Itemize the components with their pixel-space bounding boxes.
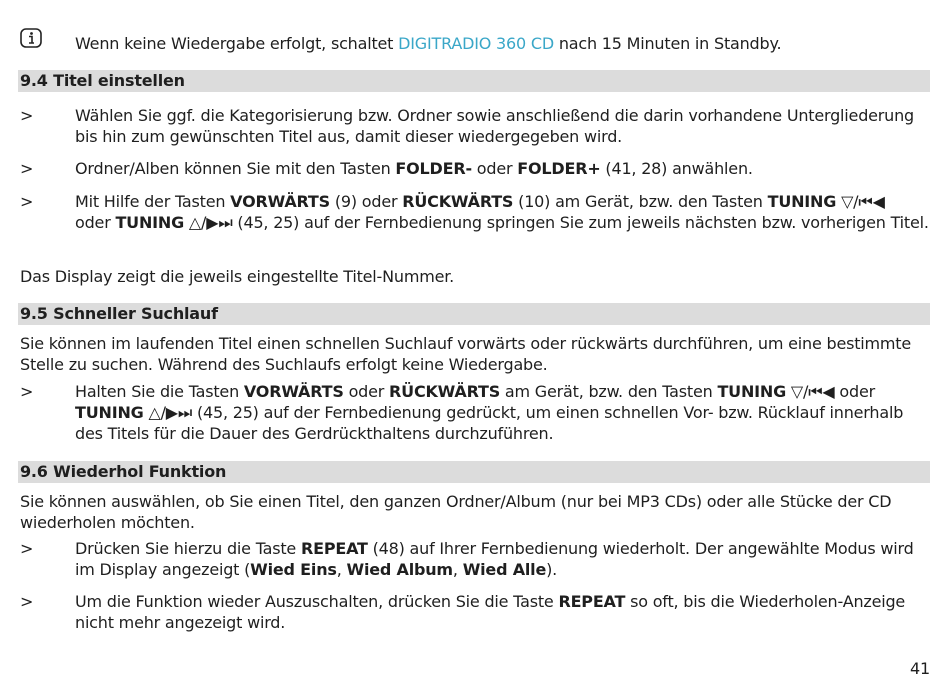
bullet-marker: > [20,382,34,401]
bullet-select-category: Wählen Sie ggf. die Kategorisierung bzw. Ordner sowie anschließend die darin vorhandene Untergliederung bis hin zum gewünschten Titel aus, damit dieser wiedergegeben wird. [75,106,915,146]
section-heading-9-4: 9.4 Titel einstellen [18,70,930,92]
page-number: 41 [910,659,930,678]
bullet-folder-keys: Ordner/Alben können Sie mit den Tasten FOLDER- oder FOLDER+ (41, 28) anwählen. [75,159,753,178]
bullet-marker: > [20,159,34,178]
product-name: DIGITRADIO 360 CD [398,34,554,53]
bullet-skip-keys: Mit Hilfe der Tasten VORWÄRTS (9) oder RÜCKWÄRTS (10) am Gerät, bzw. den Tasten TUNING ▽/⏮◀ oder TUNING △/▶⏭ (45, 25) auf der Fernbedienung springen Sie zum jeweils nächsten bzw. vorherigen Titel. [75,192,929,232]
bullet-repeat-key: Drücken Sie hierzu die Taste REPEAT (48) auf Ihrer Fernbedienung wiederholt. Der angewählte Modus wird im Display angezeigt (Wied Eins, Wied Album, Wied Alle). [75,539,914,579]
bullet-marker: > [20,592,34,611]
section-heading-9-5: 9.5 Schneller Suchlauf [18,303,930,325]
section-heading-9-6: 9.6 Wiederhol Funktion [18,461,930,483]
bullet-search-keys: Halten Sie die Tasten VORWÄRTS oder RÜCKWÄRTS am Gerät, bzw. den Tasten TUNING ▽/⏮◀ oder TUNING △/▶⏭ (45, 25) auf der Fernbedienung gedrückt, um einen schnellen Vor- bzw. Rücklauf innerhalb des Titels für die Dauer des Gerdrückthaltens durchzuführen. [75,382,904,443]
bullet-repeat-off: Um die Funktion wieder Auszuschalten, drücken Sie die Taste REPEAT so oft, bis die Wiederholen-Anzeige nicht mehr angezeigt wird. [75,592,906,632]
repeat-intro: Sie können auswählen, ob Sie einen Titel, den ganzen Ordner/Album (nur bei MP3 CDs) oder alle Stücke der CD wiederholen möchten. [20,492,892,532]
standby-note: Wenn keine Wiedergabe erfolgt, schaltet DIGITRADIO 360 CD nach 15 Minuten in Standby. [75,34,782,53]
info-icon [20,28,42,48]
display-title-number-text: Das Display zeigt die jeweils eingestellte Titel-Nummer. [20,267,455,286]
bullet-marker: > [20,106,34,125]
bullet-marker: > [20,539,34,558]
bullet-marker: > [20,192,34,211]
search-intro: Sie können im laufenden Titel einen schnellen Suchlauf vorwärts oder rückwärts durchführen, um eine bestimmte Stelle zu suchen. Während des Suchlaufs erfolgt keine Wiedergabe. [20,334,912,374]
